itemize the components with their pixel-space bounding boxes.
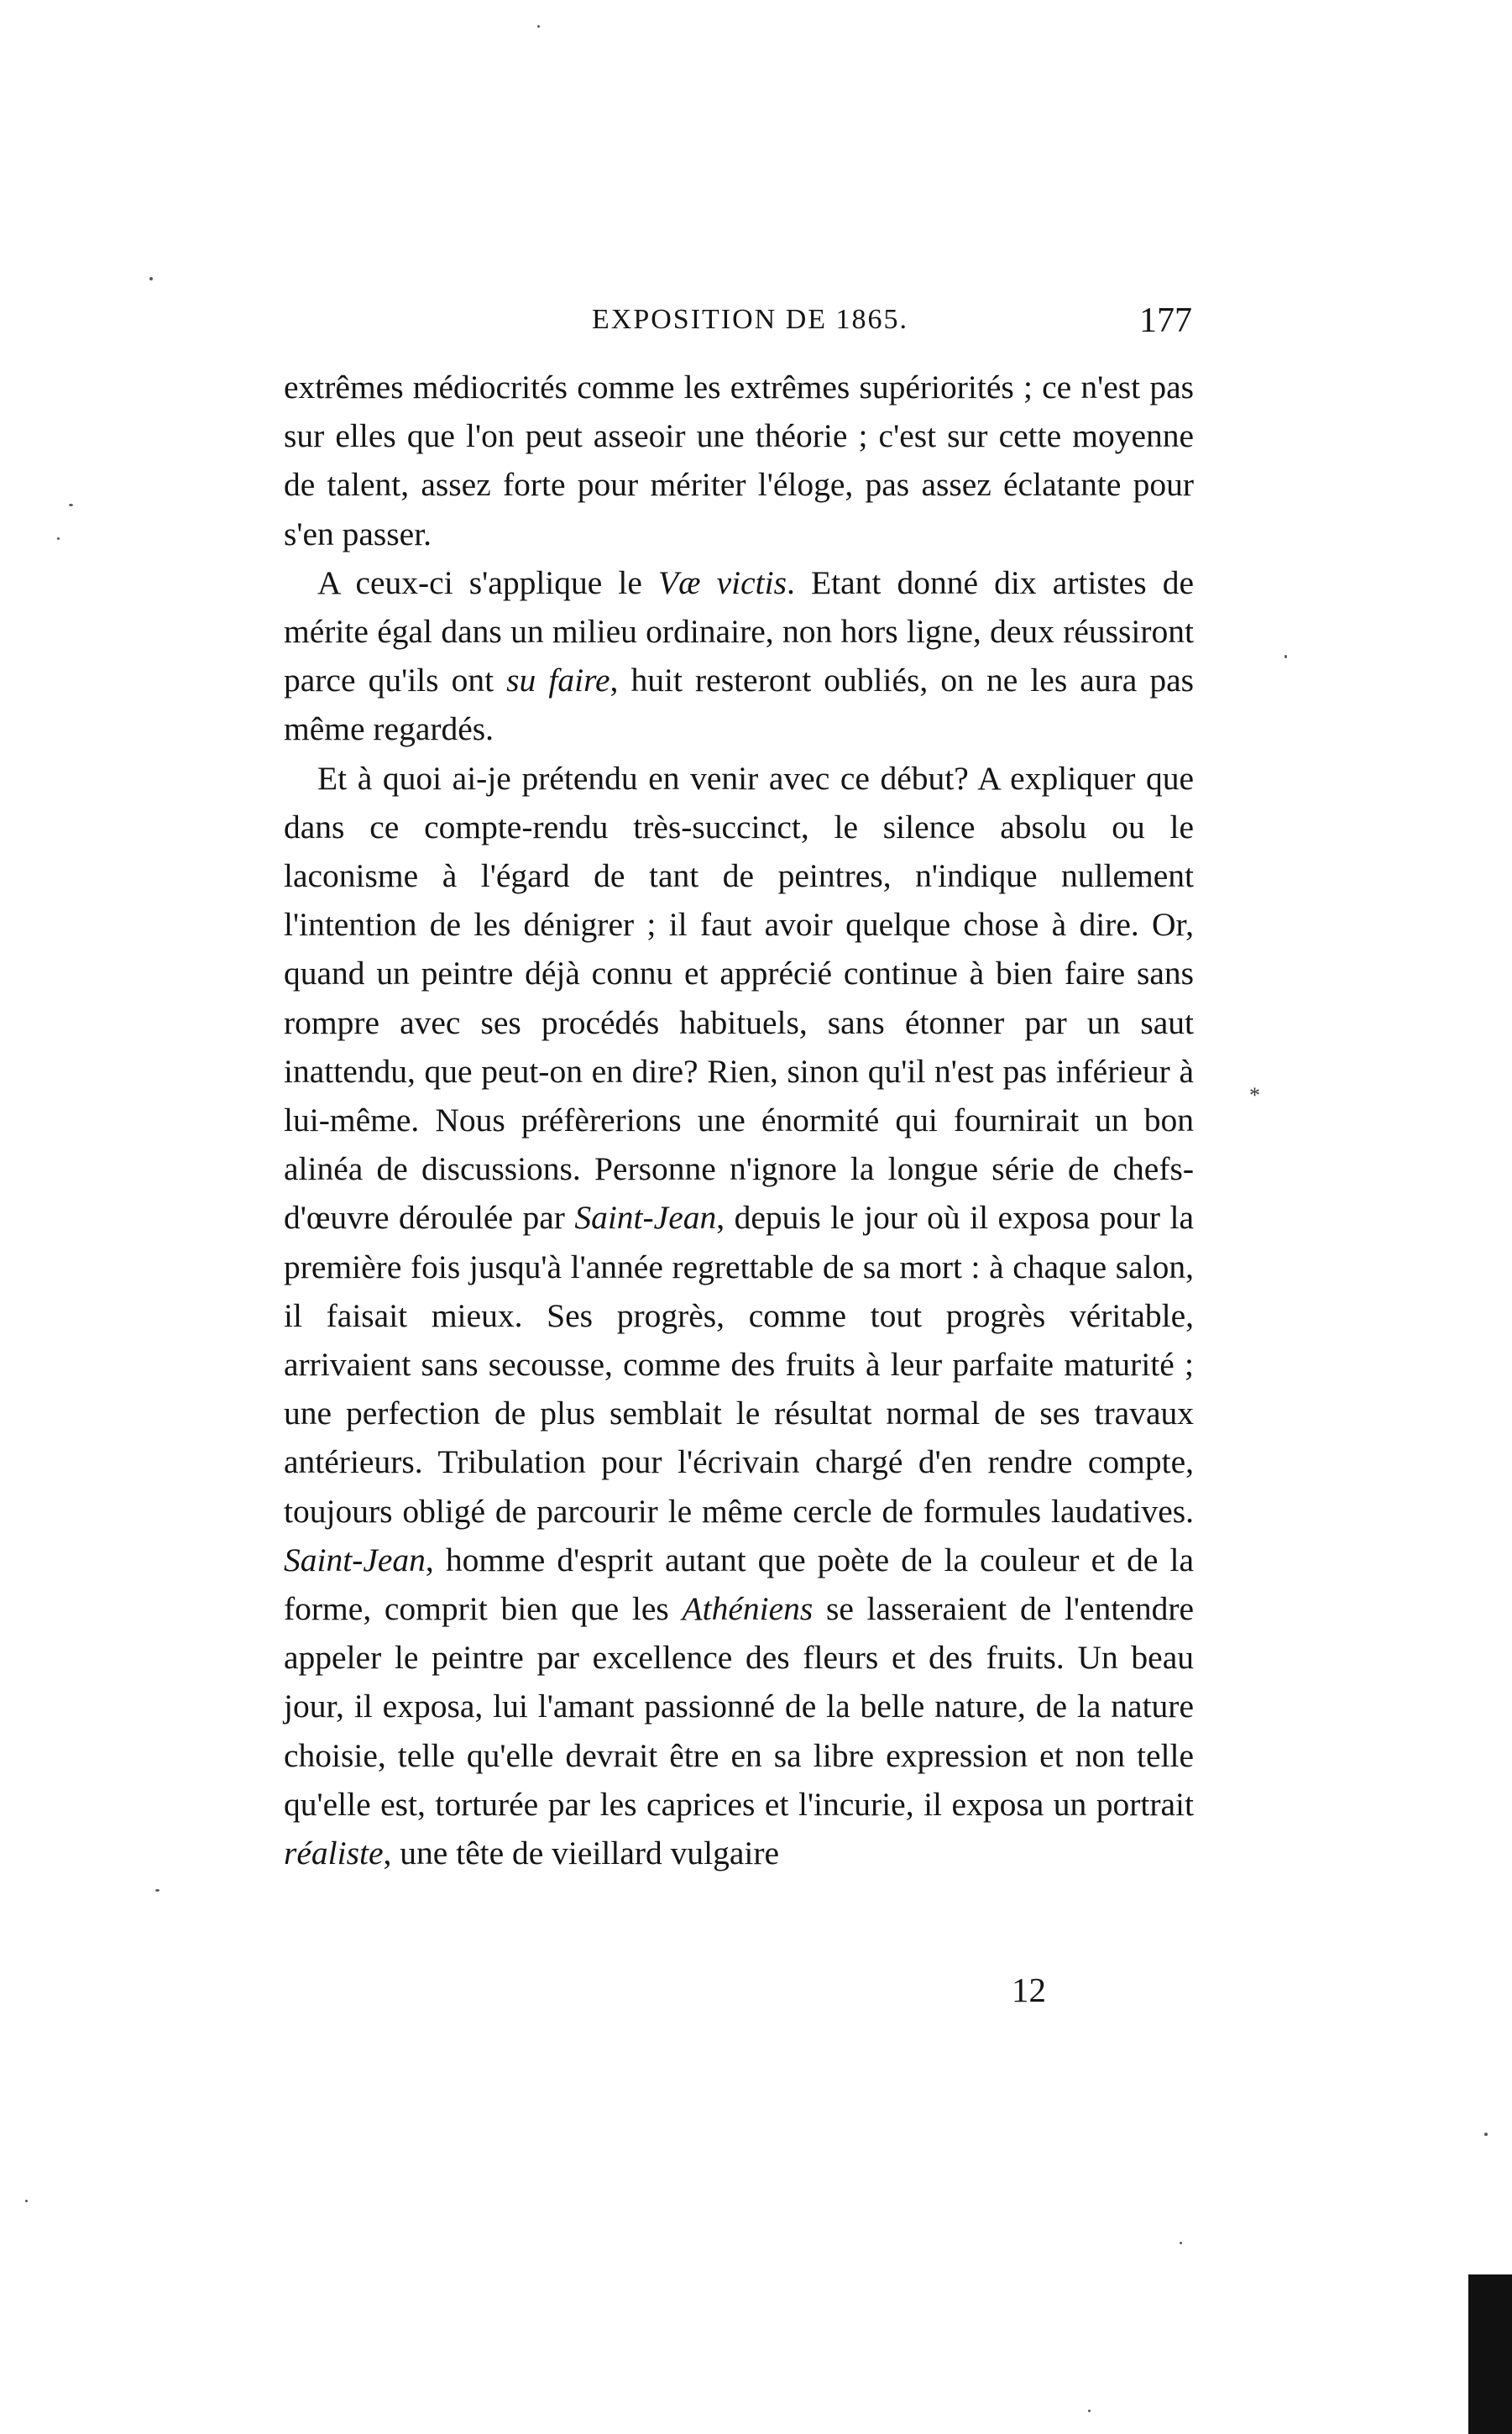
scan-speck (149, 277, 153, 280)
p3-italic-realiste: réaliste (284, 1835, 384, 1872)
p2-text-c: , huit resteront oubliés, on ne les aura pas même regardés. (284, 662, 1194, 748)
signature-mark: 12 (1012, 1971, 1046, 2009)
p1-line-4: assez éclatante pour s'en passer. (284, 466, 1195, 552)
scan-speck (1088, 2410, 1091, 2412)
p2-text-a: A ceux-ci s'applique le (317, 563, 659, 601)
scan-speck (69, 504, 73, 506)
p1-line-1: extrêmes médiocrités comme les extrêmes supériorités ; ce (284, 369, 1072, 406)
running-head (285, 301, 1192, 354)
p2-italic-vae-victis: Væ victis (658, 563, 787, 601)
running-title: EXPOSITION DE 1865. (592, 304, 909, 335)
marginal-asterisk: * (1249, 1083, 1260, 1107)
paragraph-1-continued (284, 363, 1194, 558)
p1-line-3: cette moyenne de talent, assez forte pour mériter l'éloge, pas (284, 417, 1195, 504)
scan-speck (1284, 655, 1287, 658)
p3-text-e: , une tête de vieillard vulgaire (383, 1835, 780, 1872)
p1-line-2: n'est pas sur elles que l'on peut asseoir une théorie ; c'est sur (284, 369, 1194, 455)
scan-speck (537, 25, 540, 28)
p2-italic-su-faire: su faire (506, 662, 610, 699)
page-number: 177 (1139, 301, 1192, 340)
p3-text-b: , depuis le jour où il exposa pour la première fois jusqu'à l'année regrettable de sa mort : à chaque salon, il faisait mieux. Ses progrès, comme tout progrès véritable, arrivaient sans secousse, comme des fruits à leur parfaite maturité ; une perfection de plus semblait le résultat normal de ses travaux antérieurs. Tribulation pour l'écrivain chargé d'en rendre compte, toujours obligé de parcourir le même cercle de formules laudatives. (284, 1199, 1194, 1530)
p3-text-c: , homme d'esprit autant que poète de la couleur et de la forme, comprit bien que les (284, 1541, 1194, 1628)
scan-speck (155, 1889, 160, 1892)
scan-speck (1180, 2242, 1182, 2244)
paragraph-2 (284, 558, 1194, 754)
p2-text-b: . Etant donné dix artistes de mérite égal dans un milieu ordinaire, non hors ligne, deux réussiront parce qu'ils ont (284, 563, 1194, 699)
p3-italic-atheniens: Athéniens (682, 1590, 814, 1628)
scan-speck (57, 537, 60, 540)
p3-italic-saint-jean-2: Saint-Jean (284, 1541, 426, 1578)
scan-speck (1484, 2133, 1488, 2136)
scan-edge-mark (1468, 2274, 1512, 2434)
p3-text-a: Et à quoi ai-je prétendu en venir avec ce début? A expliquer que dans ce compte-rendu très-succinct, le silence absolu ou le laconisme à l'égard de tant de peintres, n'indique nullement l'intention de les dénigrer ; il faut avoir quelque chose à dire. Or, quand un peintre déjà connu et apprécié continue à bien faire sans rompre avec ses procédés habituels, sans étonner par un saut inattendu, que peut-on en dire? Rien, sinon qu'il n'est pas inférieur à lui-même. Nous préfèrerions une énormité qui fournirait un bon alinéa de discussions. Personne n'ignore la longue série de chefs-d'œuvre déroulée par (284, 759, 1194, 1237)
p3-italic-saint-jean-1: Saint-Jean (574, 1199, 717, 1237)
paragraph-3 (284, 754, 1194, 1878)
scan-speck (25, 2200, 28, 2202)
body-text (284, 363, 1194, 1877)
p3-text-d: se lasseraient de l'entendre appeler le peintre par excellence des fleurs et des fruits. Un beau jour, il exposa, lui l'amant passionné de la belle nature, de la nature choisie, telle qu'elle devrait être en sa libre expression et non telle qu'elle est, torturée par les caprices et l'incurie, il exposa un portrait (284, 1590, 1195, 1823)
